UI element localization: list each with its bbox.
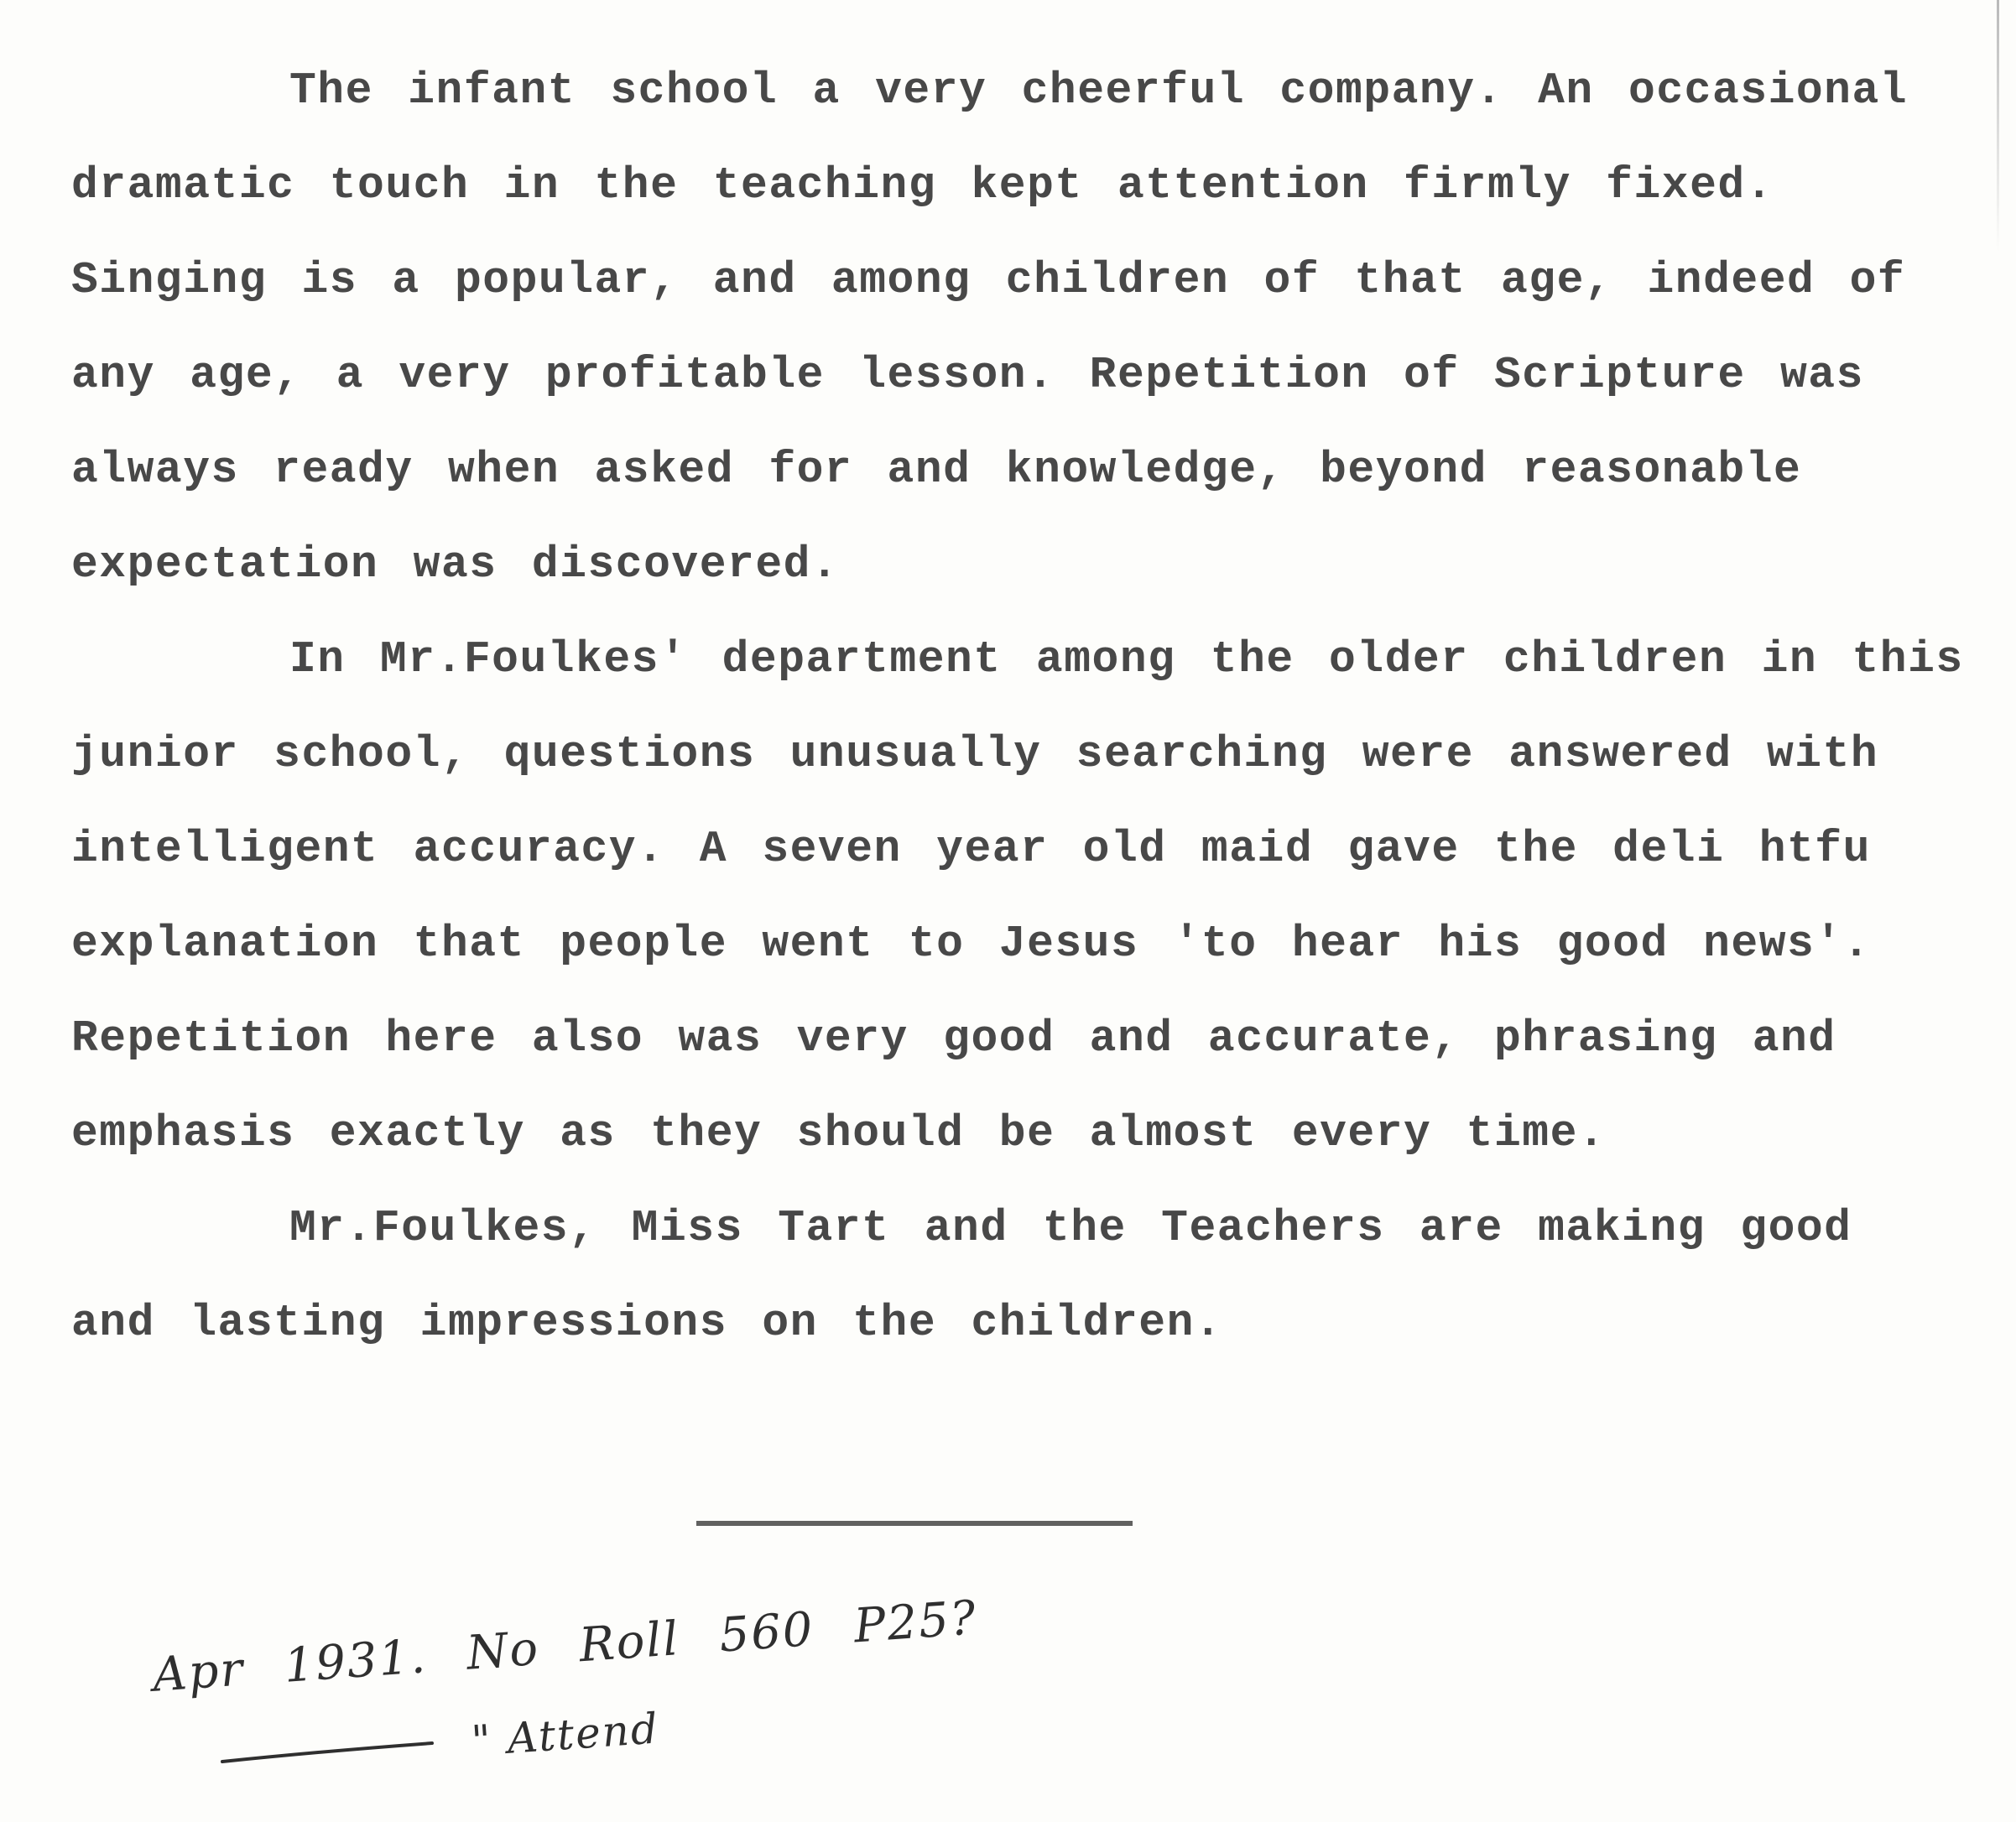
typed-report-body — [71, 44, 1967, 1371]
handwritten-note-line-1: Apr 1931. No Roll 560 P25? — [151, 1590, 979, 1703]
paragraph-infant-school: The infant school a very cheerful company. An occasional dramatic touch in the teaching kept attention firmly fixed. Singing is a popular, and among children of that age, indeed of any age, a very profitable lesson. Repetition of Scripture was always ready when asked for and knowledge, beyond reasonable expectation was discovered. — [71, 65, 1909, 590]
page-edge-shadow — [1997, 0, 1999, 252]
handwritten-annotation — [151, 1590, 1326, 1799]
handwritten-note-line-2: " Attend — [470, 1704, 661, 1766]
paragraph-junior-school: In Mr.Foulkes' department among the older children in this junior school, questions unusually searching were answered with intelligent accuracy. A seven year old maid gave the deli htfu explanation that people went to Jesus 'to hear his good news'. Repetition here also was very good and accurate, phrasing and emphasis exactly as they should be almost every time. — [71, 634, 1964, 1158]
handwritten-underline — [218, 1736, 436, 1770]
section-divider-rule — [696, 1521, 1133, 1526]
paragraph-closing-remark: Mr.Foulkes, Miss Tart and the Teachers are making good and lasting impressions on the children. — [71, 1203, 1852, 1348]
